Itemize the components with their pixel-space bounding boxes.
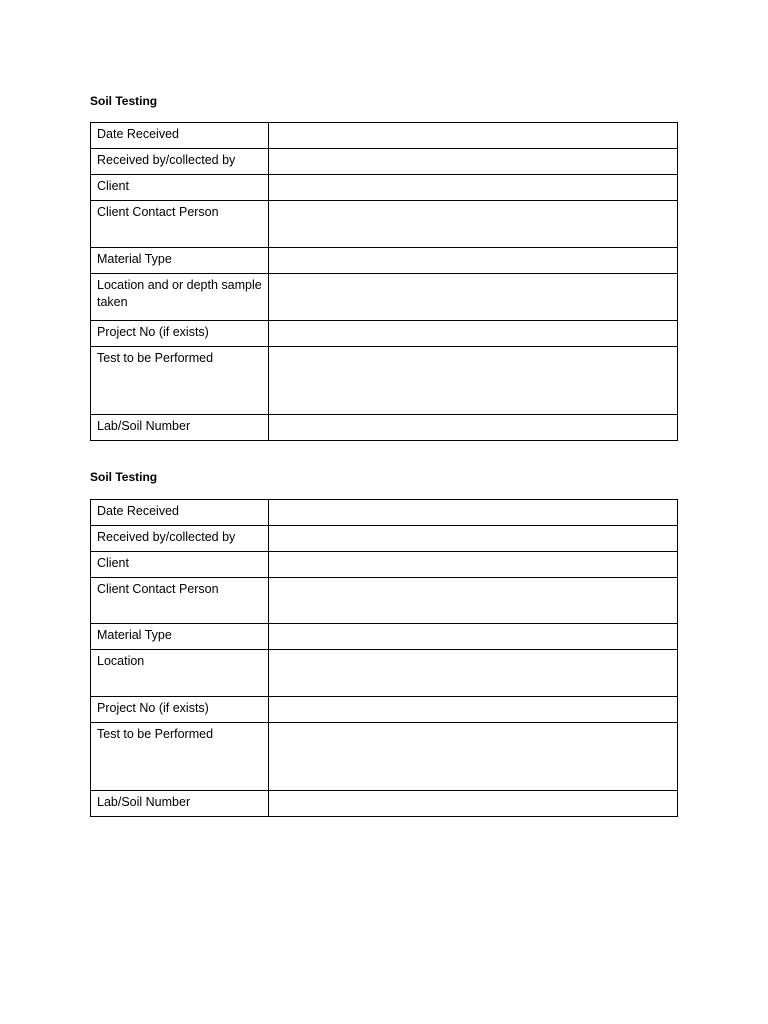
row-label-date-received: Date Received <box>91 500 269 526</box>
row-label-date-received: Date Received <box>91 123 269 149</box>
row-label-client: Client <box>91 552 269 578</box>
field-material-type[interactable] <box>269 248 678 274</box>
row-label-test-to-be-performed: Test to be Performed <box>91 347 269 415</box>
table-row <box>91 415 678 441</box>
field-client[interactable] <box>269 175 678 201</box>
table-row <box>91 123 678 149</box>
row-label-client-contact-person: Client Contact Person <box>91 201 269 248</box>
table-row <box>91 552 678 578</box>
field-project-no[interactable] <box>269 697 678 723</box>
field-received-by[interactable] <box>269 526 678 552</box>
row-label-location: Location <box>91 650 269 697</box>
table-row <box>91 650 678 697</box>
field-client[interactable] <box>269 552 678 578</box>
table-row <box>91 723 678 791</box>
row-label-lab-soil-number: Lab/Soil Number <box>91 415 269 441</box>
field-material-type[interactable] <box>269 624 678 650</box>
row-label-project-no: Project No (if exists) <box>91 697 269 723</box>
section-title: Soil Testing <box>90 94 158 108</box>
field-lab-soil-number[interactable] <box>269 791 678 817</box>
field-test-to-be-performed[interactable] <box>269 723 678 791</box>
row-label-material-type: Material Type <box>91 624 269 650</box>
table-row <box>91 624 678 650</box>
field-lab-soil-number[interactable] <box>269 415 678 441</box>
form-table <box>90 499 678 817</box>
table-row <box>91 578 678 624</box>
row-label-location: Location and or depth sample taken <box>91 274 269 321</box>
table-row <box>91 347 678 415</box>
row-label-material-type: Material Type <box>91 248 269 274</box>
field-date-received[interactable] <box>269 123 678 149</box>
field-location[interactable] <box>269 274 678 321</box>
field-client-contact-person[interactable] <box>269 578 678 624</box>
table-row <box>91 248 678 274</box>
field-received-by[interactable] <box>269 149 678 175</box>
form-table <box>90 122 678 441</box>
section-title: Soil Testing <box>90 470 158 484</box>
table-row <box>91 149 678 175</box>
field-date-received[interactable] <box>269 500 678 526</box>
field-client-contact-person[interactable] <box>269 201 678 248</box>
table-row <box>91 526 678 552</box>
table-row <box>91 791 678 817</box>
row-label-client-contact-person: Client Contact Person <box>91 578 269 624</box>
row-label-received-by: Received by/collected by <box>91 149 269 175</box>
table-row <box>91 201 678 248</box>
field-location[interactable] <box>269 650 678 697</box>
row-label-lab-soil-number: Lab/Soil Number <box>91 791 269 817</box>
field-project-no[interactable] <box>269 321 678 347</box>
table-row <box>91 175 678 201</box>
row-label-project-no: Project No (if exists) <box>91 321 269 347</box>
table-row <box>91 500 678 526</box>
row-label-client: Client <box>91 175 269 201</box>
table-row <box>91 321 678 347</box>
table-row <box>91 274 678 321</box>
field-test-to-be-performed[interactable] <box>269 347 678 415</box>
row-label-test-to-be-performed: Test to be Performed <box>91 723 269 791</box>
row-label-received-by: Received by/collected by <box>91 526 269 552</box>
table-row <box>91 697 678 723</box>
